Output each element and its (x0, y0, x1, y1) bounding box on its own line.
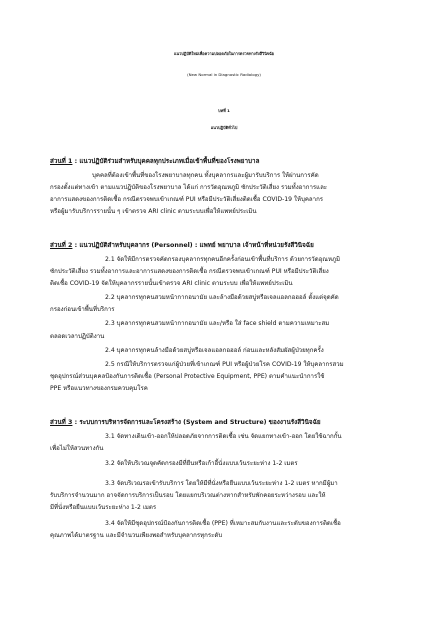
section-heading (50, 419, 321, 427)
chapter-number: บทที่ 1 (218, 108, 230, 113)
paragraph-line: หรือผู้มารับบริการรายนั้น ๆ เข้าตรวจ ARI clinic ตามระบบเพื่อให้แพทย์ประเมิน (50, 208, 257, 215)
paragraph-line: กรองตั้งแต่ทางเข้า ตามแนวปฏิบัติของโรงพยาบาล ได้แก่ การวัดอุณหภูมิ ซักประวัติเสี่ยง รวมทั้งอาการและ (50, 184, 328, 191)
paragraph-line: อาการแสดงของการติดเชื้อ กรณีตรวจพบเข้าเกณฑ์ PUI หรือมีประวัติเสี่ยงติดเชื้อ COVID-19 ให้บุคลากร (50, 196, 324, 203)
paragraph-line: 3.3 จัดบริเวณรอเข้ารับบริการ โดยให้มีที่นั่งหรือยืนแบบเว้นระยะห่าง 1-2 เมตร หากมีผู้มา (105, 480, 338, 487)
paragraph-line: 2.4 บุคลากรทุกคนล้างมือด้วยสบู่หรือเจลแอลกอฮอล์ ก่อนและหลังสัมผัสผู้ป่วยทุกครั้ง (105, 347, 324, 354)
section-title: : แนวปฏิบัติร่วมสำหรับบุคคลทุกประเภทเมื่อเข้าพื้นที่ของโรงพยาบาล (72, 158, 260, 165)
section-label: ส่วนที่ 2 (50, 242, 73, 249)
section-heading (50, 242, 314, 250)
paragraph-line: 3.1 จัดทางเดินเข้า-ออกให้ปลอดภัยจากการติดเชื้อ เช่น จัดแยกทางเข้า-ออก โดยใช้ฉากกั้น (105, 433, 342, 440)
paragraph-line: 3.2 จัดให้บริเวณจุดคัดกรองมีที่ยืนหรือเก้าอี้นั่งแบบเว้นระยะห่าง 1-2 เมตร (105, 460, 298, 467)
paragraph-line: บุคคลที่ต้องเข้าพื้นที่ของโรงพยาบาลทุกคน ทั้งบุคลากรและผู้มารับบริการ ให้ผ่านการคัด (92, 172, 319, 179)
paragraph-line: 2.5 กรณีให้บริการตรวจแก่ผู้ป่วยที่เข้าเกณฑ์ PUI หรือผู้ป่วยโรค COVID-19 ให้บุคลากรสวม (105, 361, 344, 368)
section-title: : แนวปฏิบัติสำหรับบุคลากร (Personnel) : แพทย์ พยาบาล เจ้าหน้าที่หน่วยรังสีวินิจฉัย (72, 242, 314, 249)
paragraph-line: 2.1 จัดให้มีการตรวจคัดกรองบุคลากรทุกคนอีกครั้งก่อนเข้าพื้นที่บริการ ด้วยการวัดอุณหภูมิ (105, 256, 341, 263)
paragraph-line: PPE หรือแนวทางของกรมควบคุมโรค (50, 385, 148, 392)
paragraph-line: 2.2 บุคลากรทุกคนสวมหน้ากากอนามัย และล้างมือด้วยสบู่หรือเจลแอลกอฮอล์ ตั้งแต่จุดคัด (105, 294, 339, 301)
paragraph-line: 3.4 จัดให้มีชุดอุปกรณ์ป้องกันการติดเชื้อ (PPE) ที่เหมาะสมกับงานและระดับของการติดเชื้อ (105, 520, 341, 527)
paragraph-line: กรองก่อนเข้าพื้นที่บริการ (50, 306, 115, 313)
paragraph-line: ตลอดเวลาปฏิบัติงาน (50, 333, 105, 340)
document-subtitle: (New Normal in Diagnostic Radiology) (187, 72, 261, 77)
paragraph-line: 2.3 บุคลากรทุกคนสวมหน้ากากอนามัย และ/หรือ ใส่ face shield ตามความเหมาะสม (105, 320, 330, 327)
paragraph-line: คุณภาพได้มาตรฐาน และมีจำนวนเพียงพอสำหรับบุคลากรทุกระดับ (50, 532, 223, 539)
chapter-title: แนวปฏิบัติทั่วไป (210, 125, 238, 130)
section-label: ส่วนที่ 1 (50, 158, 73, 165)
section-title: : ระบบการบริหารจัดการและโครงสร้าง (System and Structure) ของงานรังสีวินิจฉัย (72, 419, 321, 426)
paragraph-line: รับบริการจำนวนมาก อาจจัดการบริการเป็นรอบ โดยแยกบริเวณต่างหากสำหรับพักคอยระหว่างรอบ และให้ (50, 492, 326, 499)
section-heading (50, 158, 259, 166)
section-label: ส่วนที่ 3 (50, 419, 73, 426)
paragraph-line: มีที่นั่งหรือยืนแบบเว้นระยะห่าง 1-2 เมตร (50, 504, 157, 511)
document-title: แนวปฏิบัติใหม่เพื่อความปลอดภัยในการตรวจทางรังสีวินิจฉัย (173, 51, 275, 56)
paragraph-line: ติดเชื้อ COVID-19 จัดให้บุคลากรรายนั้นเข้าตรวจ ARI clinic ตามระบบ เพื่อให้แพทย์ประเมิน (50, 280, 293, 287)
paragraph-line: ชุดอุปกรณ์ส่วนบุคคลป้องกันการติดเชื้อ (Personal Protective Equipment, PPE) ตามคำแนะนำการใช้ (50, 373, 325, 380)
paragraph-line: เพื่อไม่ให้สวนทางกัน (50, 445, 104, 452)
paragraph-line: ซักประวัติเสี่ยง รวมทั้งอาการและอาการแสดงของการติดเชื้อ กรณีตรวจพบเข้าเกณฑ์ PUI หรือมีประวัติเสี่ยง (50, 268, 329, 275)
